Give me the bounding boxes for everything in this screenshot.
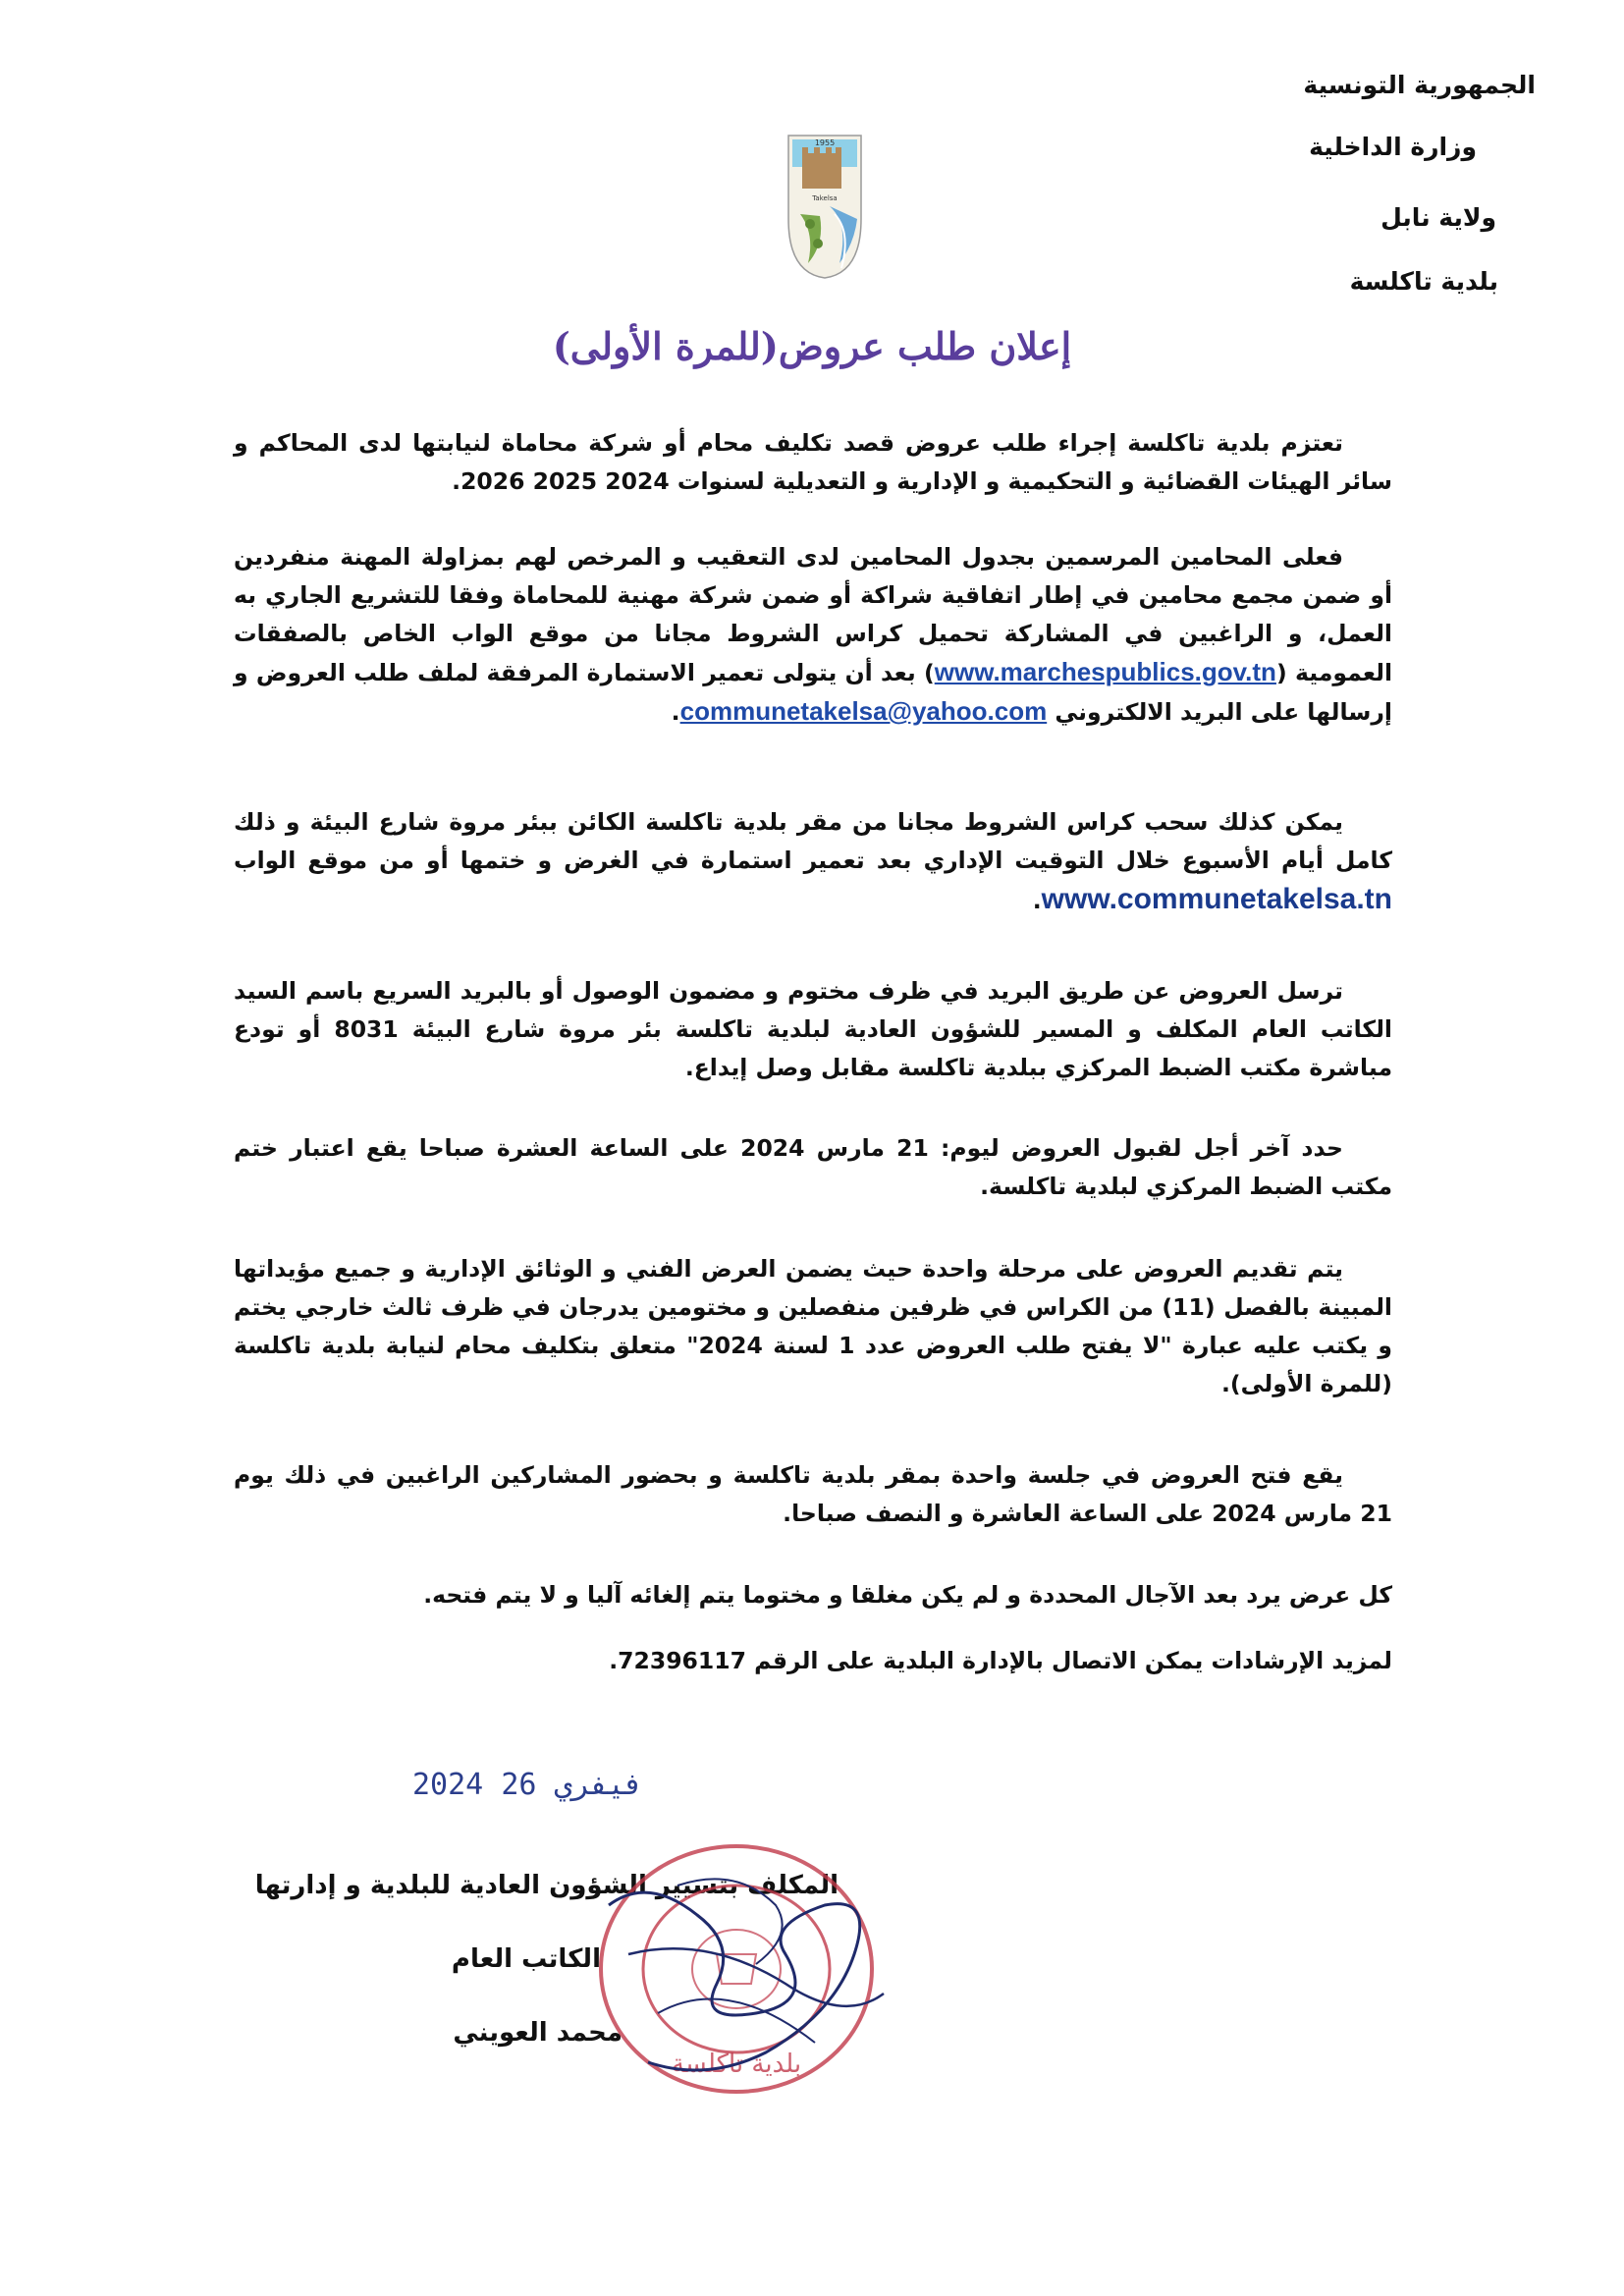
paragraph-submission [234,972,1392,1087]
paragraph-opening-text: يقع فتح العروض في جلسة واحدة بمقر بلدية تاكلسة و بحضور المشاركين الراغبين في ذلك يوم 21 مارس 2024 على الساعة العاشرة و النصف صباحا. [234,1461,1392,1527]
paragraph-intro-text: تعتزم بلدية تاكلسة إجراء طلب عروض قصد تكليف محام أو شركة محاماة لنيابتها لدى المحاكم و سائر الهيئات القضائية و التحكيمية و الإدارية و التعديلية لسنوات 2024 2025 2026. [234,429,1392,495]
handwritten-signature [589,1846,903,2092]
paragraph-submission-text: ترسل العروض عن طريق البريد في ظرف مختوم و مضمون الوصول أو بالبريد السريع باسم السيد الكاتب العام المكلف و المسير للشؤون العادية لبلدية تاكلسة بئر مروة شارع البيئة 8031 أو تودع مباشرة مكتب الضبط المركزي ببلدية تاكلسة مقابل وصل إيداع. [234,977,1392,1081]
paragraph-procedure [234,1250,1392,1403]
paragraph-deadline-text: حدد آخر أجل لقبول العروض ليوم: 21 مارس 2024 على الساعة العشرة صباحا يقع اعتبار ختم مكتب الضبط المركزي لبلدية تاكلسة. [234,1134,1392,1200]
header-ministry: وزارة الداخلية [1309,133,1477,161]
paragraph-contact-text: لمزيد الإرشادات يمكن الاتصال بالإدارة البلدية على الرقم 72396117. [609,1647,1392,1674]
paragraph-contact [234,1642,1392,1680]
paragraph-withdrawal-text: يمكن كذلك سحب كراس الشروط مجانا من مقر بلدية تاكلسة الكائن ببئر مروة شارع البيئة و ذلك كامل أيام الأسبوع خلال التوقيت الإداري بعد تعمير استمارة في الغرض و ختمها أو من موقع الواب [234,808,1392,874]
municipality-logo [781,126,869,283]
paragraph-eligibility-mid: بعد أن يتولى تعمير الاستمارة المرفقة لملف طلب العروض و إرسالها على البريد الالكتروني [234,659,1392,726]
header-governorate: ولاية نابل [1380,203,1496,232]
signature-title: الكاتب العام [451,1944,601,1974]
seal-text: بلدية تاكلسة [671,2050,802,2079]
logo-name: Takelsa [812,194,838,202]
paragraph-opening [234,1456,1392,1533]
logo-year: 1955 [814,138,836,147]
date-stamp: 2024 فيفري 26 [412,1768,643,1802]
header-municipality: بلدية تاكلسة [1349,267,1498,296]
page-title: إعلان طلب عروض(للمرة الأولى) [552,324,1072,368]
paragraph-withdrawal: يمكن كذلك سحب كراس الشروط مجانا من مقر بلدية تاكلسة الكائن ببئر مروة شارع البيئة و ذلك كامل أيام الأسبوع خلال التوقيت الإداري بعد تعمير استمارة في الغرض و ختمها أو من موقع الواب www.communetakelsa.tn. [234,808,1392,915]
paragraph-eligibility: فعلى المحامين المرسمين بجدول المحامين لدى التعقيب و المرخص لهم بمزاولة المهنة منفردين أو ضمن مجمع محامين في إطار اتفاقية شراكة أو ضمن شركة مهنية للمحاماة وفقا للتشريع الجاري به العمل، و الراغبين في المشاركة تحميل كراس الشروط مجانا من موقع الواب الخاص بالصفقات العمومية (www.marchespublics.gov.tn) بعد أن يتولى تعمير الاستمارة المرفقة لملف طلب العروض و إرسالها على البريد الالكتروني communetakelsa@yahoo.com. [234,543,1393,726]
paragraph-procedure-text: يتم تقديم العروض على مرحلة واحدة حيث يضمن العرض الفني و الوثائق الإدارية و جميع مؤيداتها المبينة بالفصل (11) من الكراس في ظرفين منفصلين و مختومين يدرجان في ظرف ثالث خارجي يختم و يكتب عليه عبارة "لا يفتح طلب العروض عدد 1 لسنة 2024" متعلق بتكليف محام لنيابة بلدية تاكلسة (للمرة الأولى). [234,1255,1392,1397]
paragraph-late-offers-text: كل عرض يرد بعد الآجال المحددة و لم يكن مغلقا و مختوما يتم إلغائه آليا و لا يتم فتحه. [423,1581,1392,1609]
paragraph-late-offers [234,1576,1392,1614]
signature-name: محمد العويني [453,2018,623,2048]
paragraph-eligibility-text: فعلى المحامين المرسمين بجدول المحامين لدى التعقيب و المرخص لهم بمزاولة المهنة منفردين أو ضمن مجمع محامين في إطار اتفاقية شراكة أو ضمن شركة مهنية للمحاماة وفقا للتشريع الجاري به العمل، و الراغبين في المشاركة تحميل كراس الشروط مجانا من موقع الواب الخاص بالصفقات العمومية [234,543,1393,686]
header-republic: الجمهورية التونسية [1303,71,1536,99]
paragraph-deadline [234,1129,1392,1206]
commune-website-link[interactable]: www.communetakelsa.tn [1041,883,1392,915]
paragraph-intro [234,424,1392,501]
marchespublics-link[interactable]: www.marchespublics.gov.tn [934,657,1276,686]
email-link[interactable]: communetakelsa@yahoo.com [679,696,1048,726]
signature-role: المكلف بتسيير الشؤون العادية للبلدية و إدارتها [254,1871,839,1900]
